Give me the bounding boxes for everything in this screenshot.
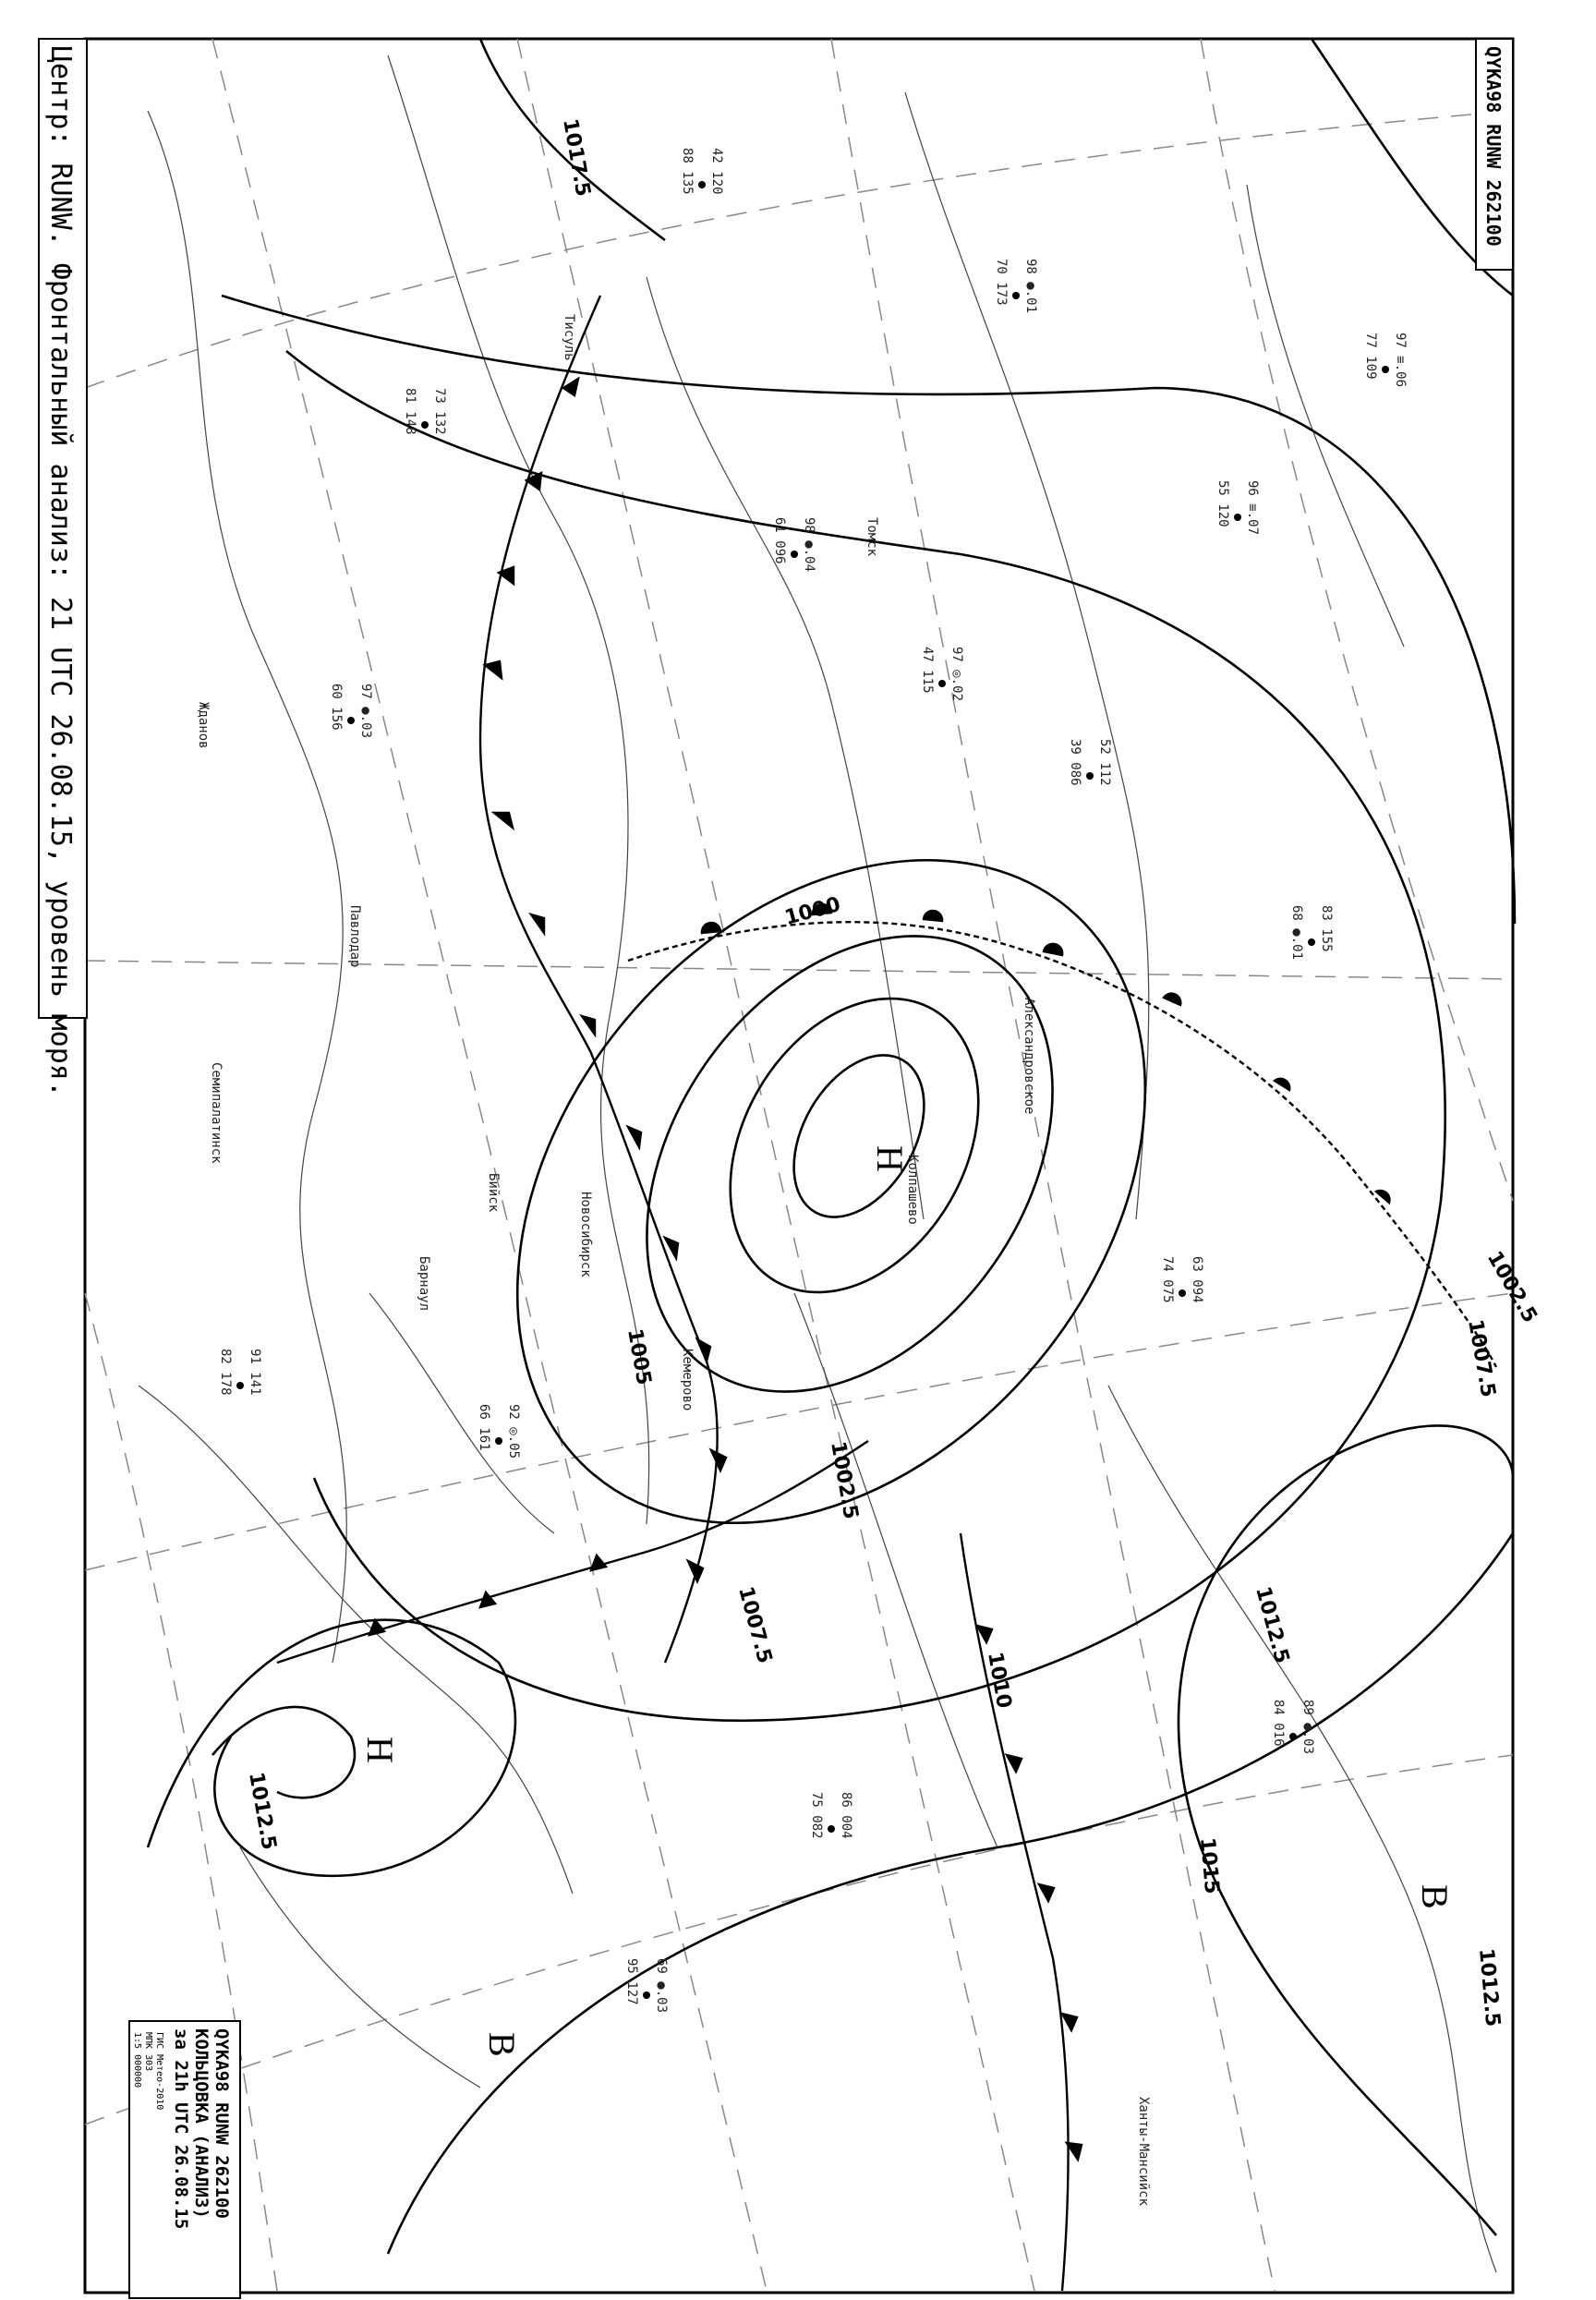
low-center-marker: Н — [869, 1145, 911, 1172]
svg-text:55 120: 55 120 — [1215, 480, 1230, 527]
svg-text:84 016: 84 016 — [1271, 1700, 1286, 1747]
svg-text:97 ◎.02: 97 ◎.02 — [949, 647, 964, 702]
analysis-stamp — [129, 2021, 240, 2298]
high-center-marker: В — [481, 2032, 523, 2057]
isobar-label: 1010 — [983, 1650, 1016, 1711]
svg-text:98 ●.01: 98 ●.01 — [1023, 259, 1038, 314]
svg-text:66 161: 66 161 — [477, 1404, 491, 1451]
svg-text:83 155: 83 155 — [1319, 905, 1334, 952]
stamp-id: МПК 303 — [143, 2032, 153, 2072]
place-name: Барнаул — [417, 1256, 431, 1312]
svg-text:97 ≡.06: 97 ≡.06 — [1393, 333, 1408, 388]
place-name: Колпашево — [905, 1155, 920, 1225]
place-name: Жданов — [196, 702, 211, 749]
isobar-label: 1015 — [1195, 1836, 1224, 1895]
svg-text:39 086: 39 086 — [1068, 739, 1082, 786]
header-code-box — [1476, 39, 1513, 270]
svg-text:74 075: 74 075 — [1160, 1256, 1175, 1303]
stamp-line-1: QYKA98 RUNW 262100 — [212, 2028, 232, 2219]
stamp-software: ГИС Метео-2010 — [154, 2032, 164, 2111]
svg-text:47 115: 47 115 — [920, 647, 935, 694]
isobar-label: 1012.5 — [244, 1770, 281, 1852]
svg-text:77 109: 77 109 — [1363, 333, 1378, 380]
svg-text:97 ●.03: 97 ●.03 — [358, 684, 373, 739]
map-title: Центр: RUNW. Фронтальный анализ: 21 UTC 26.08.15, уровень моря. — [44, 46, 77, 1097]
svg-text:69 ●.03: 69 ●.03 — [654, 1958, 669, 2014]
stamp-scale: 1:5 000000 — [132, 2032, 142, 2088]
svg-text:61 096: 61 096 — [772, 517, 787, 564]
svg-text:42 120: 42 120 — [709, 148, 724, 195]
isobar-label: 1002.5 — [826, 1439, 863, 1521]
place-name: Кемерово — [680, 1349, 695, 1411]
high-center-marker: В — [1414, 1884, 1456, 1909]
low-center-marker: Н — [359, 1737, 401, 1763]
title-strip — [39, 39, 87, 1097]
place-name: Семипалатинск — [209, 1062, 224, 1164]
svg-text:92 ◎.05: 92 ◎.05 — [506, 1404, 521, 1459]
place-name: Новосибирск — [578, 1192, 593, 1277]
svg-text:96 ≡.07: 96 ≡.07 — [1245, 480, 1260, 536]
isobar-label: 1007.5 — [733, 1584, 777, 1666]
svg-text:86 004: 86 004 — [839, 1792, 853, 1839]
svg-text:63 094: 63 094 — [1190, 1256, 1204, 1303]
isobar-label: 1017.5 — [558, 116, 595, 199]
isobar-label: 1012.5 — [1251, 1584, 1294, 1666]
place-name: Павлодар — [347, 905, 362, 968]
place-name: Бийск — [486, 1173, 501, 1213]
svg-text:60 156: 60 156 — [329, 684, 344, 731]
isobar-label: 1005 — [623, 1326, 656, 1387]
svg-text:73 132: 73 132 — [432, 388, 447, 435]
svg-text:98 ●.04: 98 ●.04 — [802, 517, 816, 573]
svg-text:68 ●.01: 68 ●.01 — [1289, 905, 1304, 961]
isobar-label: 1000 — [782, 892, 843, 930]
place-name: Александровское — [1022, 998, 1036, 1115]
svg-text:89 ●.03: 89 ●.03 — [1300, 1700, 1315, 1755]
place-name: Томск — [864, 517, 879, 557]
stamp-line-2: КОЛЬЦОВКА (АНАЛИЗ) — [191, 2028, 212, 2219]
header-code: QYKA98 RUNW 262100 — [1482, 46, 1505, 247]
svg-text:52 112: 52 112 — [1097, 739, 1112, 786]
svg-text:75 082: 75 082 — [809, 1792, 824, 1839]
svg-text:95 127: 95 127 — [624, 1958, 639, 2005]
svg-text:70 173: 70 173 — [994, 259, 1009, 306]
isobar-label: 1002.5 — [1481, 1247, 1542, 1327]
isobar-label: 1012.5 — [1474, 1947, 1505, 2028]
svg-text:82 178: 82 178 — [218, 1349, 233, 1396]
svg-text:91 141: 91 141 — [248, 1349, 262, 1396]
svg-text:88 135: 88 135 — [680, 148, 695, 195]
stamp-line-3: за 21h UTC 26.08.15 — [171, 2028, 191, 2230]
place-name: Тисуль — [562, 314, 576, 361]
svg-text:81 148: 81 148 — [403, 388, 417, 435]
isobar-label: 1007.5 — [1463, 1317, 1500, 1399]
place-name: Ханты-Мансийск — [1136, 2097, 1151, 2207]
